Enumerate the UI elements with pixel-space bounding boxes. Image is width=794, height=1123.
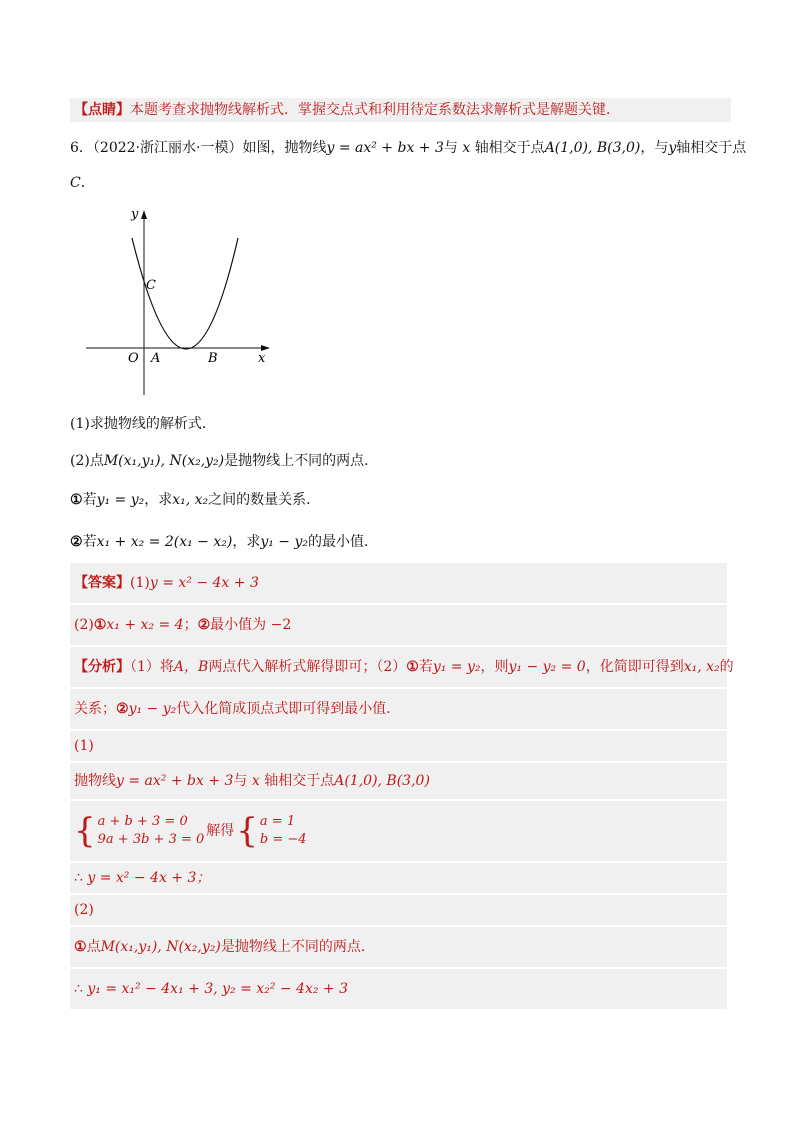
label-o: O (128, 351, 139, 366)
answer-part-1: (1) (130, 575, 150, 591)
analysis-expr: y₁ − y₂ = 0 (508, 659, 586, 675)
question-1: (1)求抛物线的解析式． (70, 416, 216, 432)
tip-text: 本题考查求抛物线解析式．掌握交点式和利用待定系数法求解析式是解题关键． (130, 102, 620, 118)
answer-mark-2: ② (197, 617, 211, 633)
analysis-text: 关系； (74, 701, 116, 717)
analysis-vars: x₁, x₂ (683, 659, 720, 675)
system-eq-2: 9a + 3b + 3 = 0 (97, 832, 205, 847)
stem-text: 轴相交于点 (474, 140, 545, 156)
q2ii-text: 的最小值． (308, 534, 379, 550)
label-c: C (146, 278, 156, 293)
solution-part-1 (70, 731, 727, 761)
solution-x: x (251, 773, 260, 789)
left-brace: { (236, 811, 258, 851)
label-b: B (208, 351, 218, 366)
answer-line-1 (70, 563, 727, 603)
analysis-text: 代入化简成顶点式即可得到最小值． (176, 701, 401, 717)
analysis-text: ，化简即可得到 (585, 659, 684, 675)
q2i-text: 之间的数量关系． (208, 492, 321, 508)
answer-sep: ； (183, 617, 198, 633)
analysis-text: ，则 (480, 659, 509, 675)
solution-part-1-label: (1) (74, 738, 94, 754)
label-x: x (258, 351, 266, 366)
stem-text: ，与 (640, 140, 669, 156)
points-ab: A(1,0), B(3,0) (544, 140, 641, 156)
solution-mark-1: ① (74, 939, 87, 955)
label-a: A (151, 351, 161, 366)
stem-text: 轴相交于点 (676, 140, 747, 156)
solved-word: 解得 (206, 823, 235, 839)
solution-eq-b: b = −4 (259, 832, 307, 847)
solution-eq-a: a = 1 (259, 814, 296, 829)
answer-tag: 【答案】 (74, 575, 130, 591)
analysis-text: 的 (719, 659, 734, 675)
stem-text: ． (80, 175, 95, 191)
solution-line-2 (70, 927, 727, 967)
label-y: y (131, 207, 139, 222)
parabola-curve (132, 238, 238, 349)
tip-tag: 【点睛】 (74, 102, 130, 118)
tip-bar (70, 98, 731, 122)
left-brace: { (74, 811, 96, 851)
analysis-line-2 (70, 689, 727, 729)
q2ii-condition: x₁ + x₂ = 2(x₁ − x₂) (96, 534, 233, 550)
therefore-symbol: ∴ (74, 870, 83, 886)
analysis-mark-1: ① (406, 659, 419, 675)
stem-text: 如图，抛物线 (242, 140, 327, 156)
y-values-eq: y₁ = x₁² − 4x₁ + 3, y₂ = x₂² − 4x₂ + 3 (87, 981, 348, 997)
point-c: C (70, 175, 81, 191)
parabola-equation: y = ax² + bx + 3 (326, 140, 444, 156)
solution-result (70, 863, 727, 893)
q2-suffix: 是抛物线上不同的两点． (224, 453, 379, 469)
analysis-points: A，B (173, 659, 209, 675)
analysis-tag: 【分析】 (74, 659, 130, 675)
analysis-cond: y₁ = y₂ (432, 659, 481, 675)
problem-stem-cont (70, 173, 723, 193)
analysis-line-1 (70, 647, 734, 687)
solution-eq: y = ax² + bx + 3 (116, 773, 234, 789)
system-eq-1: a + b + 3 = 0 (97, 814, 188, 829)
answer-mark-1: ① (93, 617, 107, 633)
q2-points: M(x₁,y₁), N(x₂,y₂) (103, 453, 225, 469)
x-axis-var: x (462, 140, 471, 156)
solution-text: 点 (86, 939, 101, 955)
solution-text: 轴相交于点 (264, 773, 335, 789)
analysis-text: 两点代入解析式解得即可；（2） (208, 659, 407, 675)
result-eq: y = x² − 4x + 3； (87, 870, 211, 886)
answer-2ii: 最小值为 −2 (210, 617, 292, 633)
circle-1-mark: ① (70, 492, 83, 508)
parabola-figure (80, 200, 280, 400)
q2i-text: ，求 (144, 492, 173, 508)
question-2-ii (70, 532, 723, 552)
q2i-vars: x₁, x₂ (172, 492, 209, 508)
solution-line-1 (70, 763, 727, 799)
stem-text: 与 (443, 140, 458, 156)
answer-1-eq: y = x² − 4x + 3 (149, 575, 259, 591)
solution-text: 与 (233, 773, 248, 789)
solution-text: 抛物线 (74, 773, 116, 789)
solution-mn-points: M(x₁,y₁), N(x₂,y₂) (100, 939, 221, 955)
y-axis-arrow (141, 210, 147, 219)
question-2-i (70, 490, 723, 510)
answer-line-2 (70, 605, 727, 645)
problem-number: 6． (70, 140, 93, 156)
answer-part-2: (2) (74, 617, 94, 633)
analysis-mark-2: ② (116, 701, 129, 717)
solution-line-3 (70, 969, 727, 1009)
analysis-text: 若 (418, 659, 433, 675)
q2-prefix: (2)点 (70, 453, 104, 469)
therefore-symbol: ∴ (74, 981, 83, 997)
solution-text: 是抛物线上不同的两点． (220, 939, 375, 955)
q2ii-expr: y₁ − y₂ (260, 534, 309, 550)
q2ii-text: ，求 (232, 534, 261, 550)
q2i-condition: y₁ = y₂ (96, 492, 145, 508)
answer-2i: x₁ + x₂ = 4 (106, 617, 184, 633)
q2ii-text: 若 (82, 534, 97, 550)
problem-source: （2022·浙江丽水·一模） (92, 140, 243, 156)
circle-2-mark: ② (70, 534, 83, 550)
solution-system (70, 801, 727, 861)
solution-part-2 (70, 895, 727, 925)
problem-stem (70, 138, 747, 158)
solution-points: A(1,0), B(3,0) (334, 773, 430, 789)
question-2 (70, 451, 723, 471)
analysis-text: （1）将 (130, 659, 174, 675)
analysis-expr-2: y₁ − y₂ (128, 701, 177, 717)
q2i-text: 若 (82, 492, 97, 508)
y-axis-var: y (668, 140, 677, 156)
solution-part-2-label: (2) (74, 902, 94, 918)
